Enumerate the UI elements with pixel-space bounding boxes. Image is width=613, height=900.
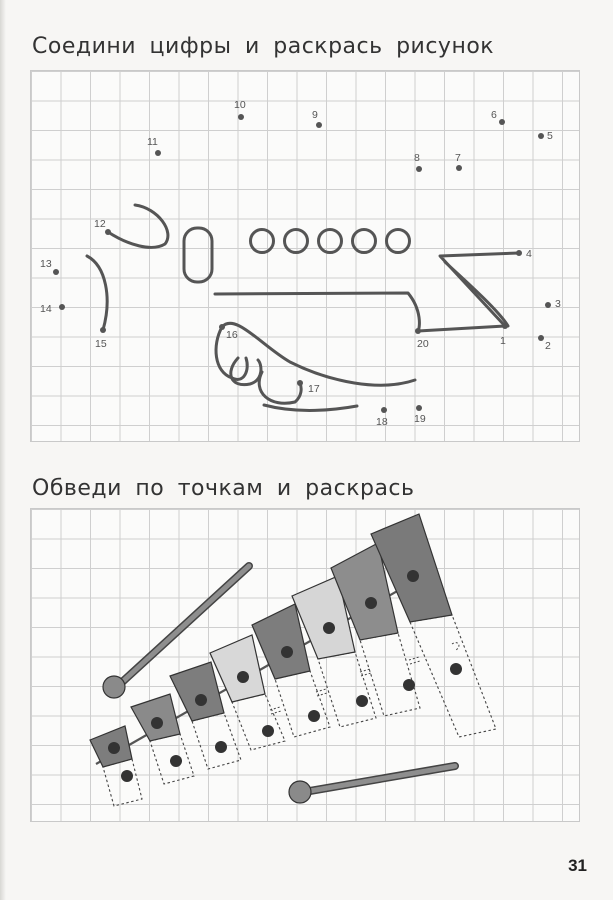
dot-label-3: 3 <box>555 298 561 310</box>
car-lower-line <box>264 405 357 410</box>
car-light-4 <box>353 230 376 253</box>
car-body-curve <box>222 323 415 385</box>
dot-8 <box>416 166 422 172</box>
dot-11 <box>155 150 161 156</box>
car-hood-line <box>215 293 419 331</box>
dot-19 <box>416 405 422 411</box>
dot-20 <box>415 328 421 334</box>
bar-3 <box>170 662 224 721</box>
dot-label-2: 2 <box>545 340 551 352</box>
xylophone-bar-dots <box>108 570 419 754</box>
dot-label-6: 6 <box>491 109 497 121</box>
number-dots <box>40 99 561 428</box>
dot-12 <box>105 229 111 235</box>
dot-4 <box>516 250 522 256</box>
page-number: 31 <box>568 856 587 875</box>
car-light-5 <box>387 230 410 253</box>
car-light-1 <box>251 230 274 253</box>
dot-label-11: 11 <box>147 136 158 148</box>
dot-label-19: 19 <box>414 413 426 425</box>
dot-label-9: 9 <box>312 109 318 121</box>
dot-7 <box>456 165 462 171</box>
dot-16 <box>219 324 225 330</box>
dot-label-10: 10 <box>234 99 246 111</box>
dot-label-4: 4 <box>526 248 532 260</box>
page-title-connect-dots: Соедини цифры и раскрась рисунок <box>32 34 495 59</box>
dot-label-7: 7 <box>455 152 461 164</box>
xylophone <box>90 514 496 806</box>
dot-18 <box>381 407 387 413</box>
car-light-2 <box>285 230 308 253</box>
dot-1 <box>502 323 508 329</box>
dot-label-20: 20 <box>417 338 429 350</box>
dot-label-14: 14 <box>40 303 52 315</box>
dot-13 <box>53 269 59 275</box>
dot-label-1: 1 <box>500 335 506 347</box>
dot-10 <box>238 114 244 120</box>
dot-label-17: 17 <box>308 383 320 395</box>
dot-14 <box>59 304 65 310</box>
dot-label-13: 13 <box>40 258 52 270</box>
dot-label-15: 15 <box>95 338 107 350</box>
dot-label-8: 8 <box>414 152 420 164</box>
page-title-trace-dots: Обведи по точкам и раскрась <box>32 476 415 501</box>
car-wheel-3 <box>259 372 301 403</box>
dot-label-18: 18 <box>376 416 388 428</box>
dot-9 <box>316 122 322 128</box>
car-rear-curve <box>87 256 107 330</box>
mallet-bottom <box>289 766 455 803</box>
car-roof-curve <box>108 205 168 247</box>
car-window-rect <box>184 228 212 282</box>
car-partial-drawing <box>87 205 519 410</box>
car-light-3 <box>319 230 342 253</box>
dot-label-12: 12 <box>94 218 106 230</box>
dot-17 <box>297 380 303 386</box>
dot-6 <box>499 119 505 125</box>
dot-2 <box>538 335 544 341</box>
dot-3 <box>545 302 551 308</box>
dot-15 <box>100 327 106 333</box>
dot-label-5: 5 <box>547 130 553 142</box>
dot-label-16: 16 <box>226 329 238 341</box>
dot-5 <box>538 133 544 139</box>
